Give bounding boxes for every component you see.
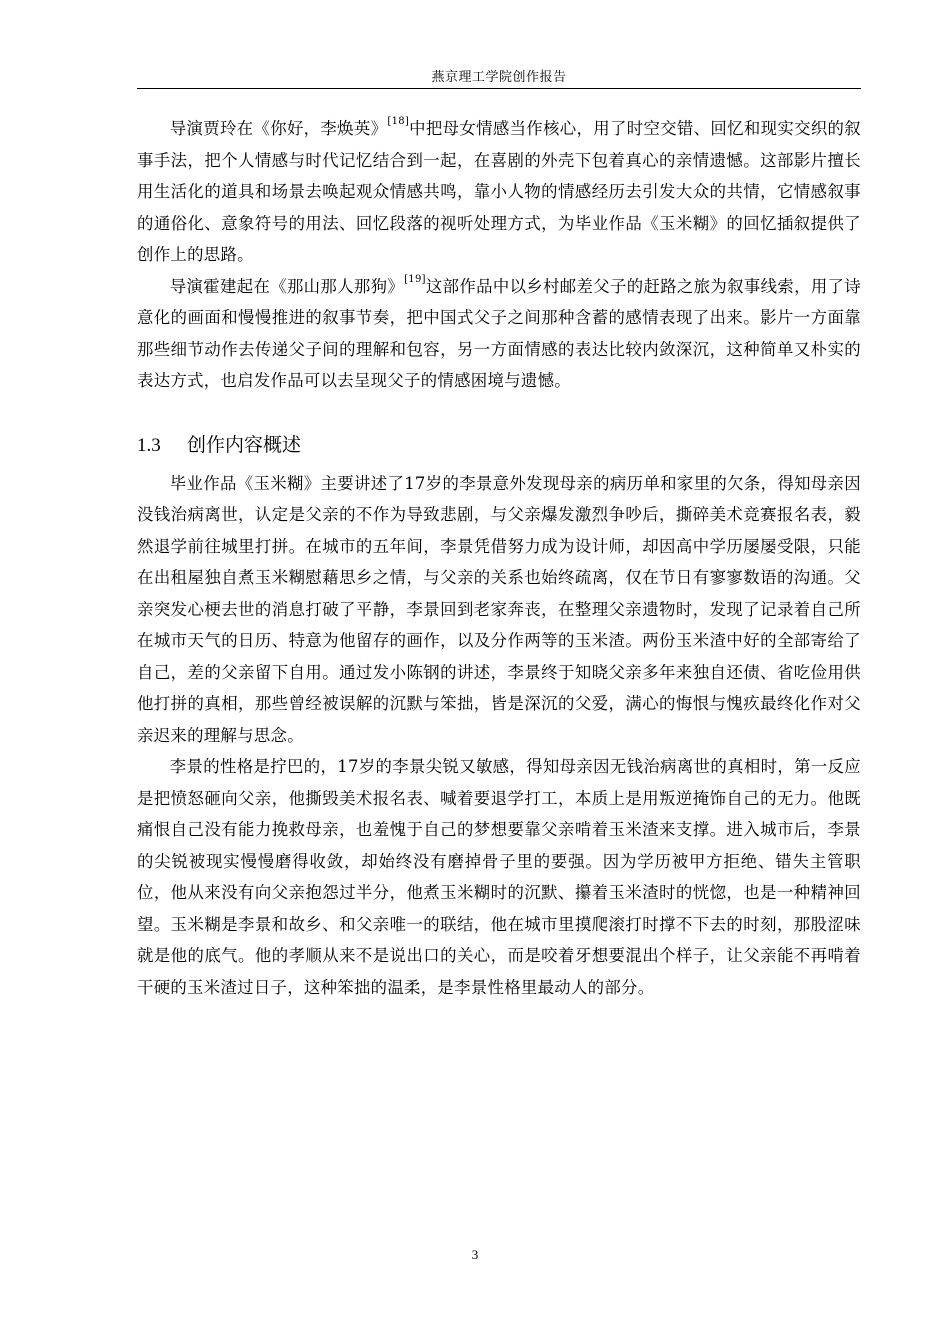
citation-18: [18] (387, 116, 410, 127)
running-header: 燕京理工学院创作报告 (431, 69, 567, 84)
section-number: 1.3 (137, 434, 161, 456)
page-number: 3 (471, 1247, 479, 1262)
paragraph-character: 李景的性格是拧巴的，17岁的李景尖锐又敏感，得知母亲因无钱治病离世的真相时，第一反应是把愤怒砸向父亲，他撕毁美术报名表、喊着要退学打工，本质上是用叛逆掩饰自己的无力。他既痛恨自己没有能力挽救母亲，也羞愧于自己的梦想要靠父亲啃着玉米渣来支撑。进入城市后，李景的尖锐被现实慢慢磨得收敛，却始终没有磨掉骨子里的要强。因为学历被甲方拒绝、错失主管职位，他从来没有向父亲抱怨过半分，他煮玉米糊时的沉默、攥着玉米渣时的恍惚，也是一种精神回望。玉米糊是李景和故乡、和父亲唯一的联结，他在城市里摸爬滚打时撑不下去的时刻，那股涩味就是他的底气。他的孝顺从来不是说出口的关心，而是咬着牙想要混出个样子，让父亲能不再啃着干硬的玉米渣过日子，这种笨拙的温柔，是李景性格里最动人的部分。 (137, 757, 861, 997)
paragraph-huo-jianqi (137, 271, 861, 397)
body-text (137, 113, 861, 1003)
section-heading (137, 429, 861, 462)
paragraph-text: 这部作品中以乡村邮差父子的赶路之旅为叙事线索，用了诗意化的画面和慢慢推进的叙事节奏，把中国式父子之间那种含蓄的感情表现了出来。影片一方面靠那些细节动作去传递父子间的理解和包容，另一方面情感的表达比较内敛深沉，这种简单又朴实的表达方式，也启发作品可以去呈现父子的情感困境与遗憾。 (137, 276, 861, 390)
paragraph-jia-ling (137, 113, 861, 271)
paragraph-text: 导演贾玲在《你好，李焕英》 (169, 119, 388, 138)
citation-19: [19] (404, 273, 426, 285)
paragraph-synopsis: 毕业作品《玉米糊》主要讲述了17岁的李景意外发现母亲的病历单和家里的欠条，得知母亲因没钱治病离世，认定是父亲的不作为导致悲剧，与父亲爆发激烈争吵后，撕碎美术竞赛报名表，毅然退学前往城里打拼。在城市的五年间，李景凭借努力成为设计师，却因高中学历屡屡受限，只能在出租屋独自煮玉米糊慰藉思乡之情，与父亲的关系也始终疏离，仅在节日有寥寥数语的沟通。父亲突发心梗去世的消息打破了平静，李景回到老家奔丧，在整理父亲遗物时，发现了记录着自己所在城市天气的日历、特意为他留存的画作，以及分作两等的玉米渣。两份玉米渣中好的全部寄给了自己，差的父亲留下自用。通过发小陈钢的讲述，李景终于知晓父亲多年来独自还债、省吃俭用供他打拼的真相，那些曾经被误解的沉默与笨拙，皆是深沉的父爱，满心的悔恨与愧疚最终化作对父亲迟来的理解与思念。 (137, 473, 861, 745)
paragraph-text: 中把母女情感当作核心，用了时空交错、回忆和现实交织的叙事手法，把个人情感与时代记忆结合到一起，在喜剧的外壳下包着真心的亲情遗憾。这部影片擅长用生活化的道具和场景去唤起观众情感共鸣，靠小人物的情感经历去引发大众的共情，它情感叙事的通俗化、意象符号的用法、回忆段落的视听处理方式，为毕业作品《玉米糊》的回忆插叙提供了创作上的思路。 (137, 119, 861, 264)
header-rule (137, 88, 861, 89)
section-title: 创作内容概述 (187, 433, 302, 456)
paragraph-text: 导演霍建起在《那山那人那狗》 (169, 276, 405, 296)
